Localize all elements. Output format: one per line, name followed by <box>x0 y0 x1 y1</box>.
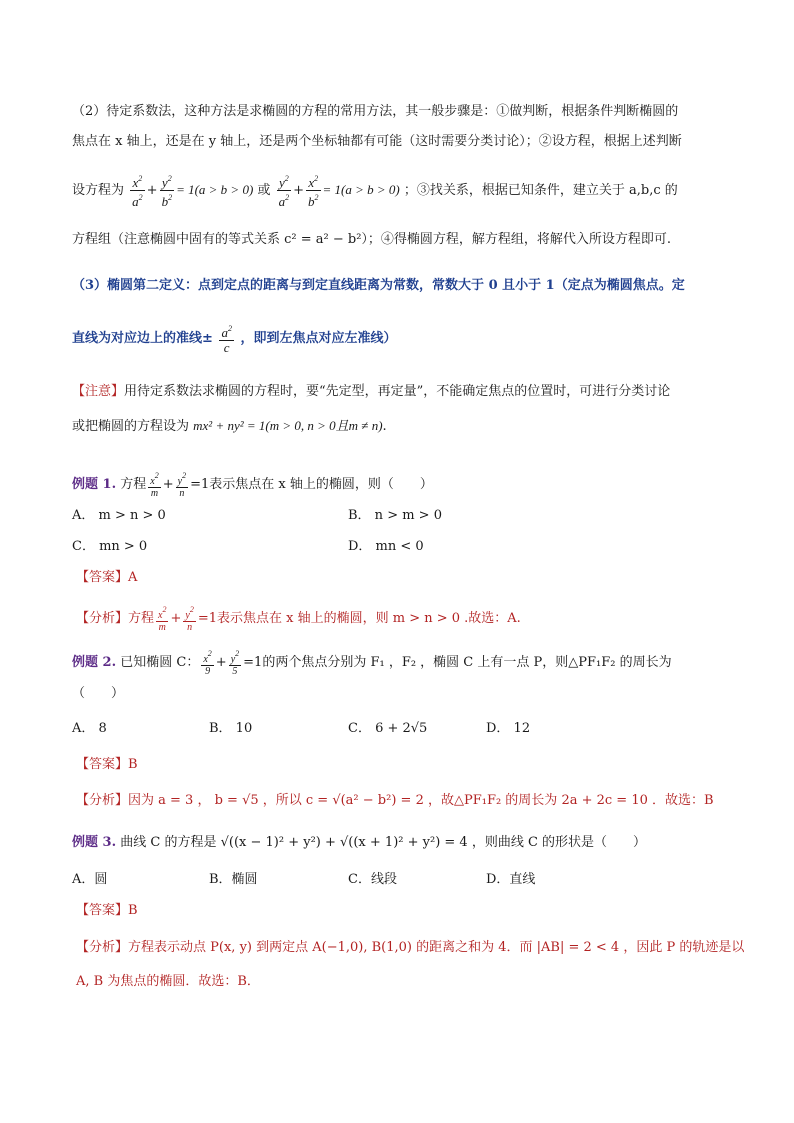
fraction-y2-n: $\frac{y^2}{n}$ <box>177 471 187 499</box>
example-2-answer <box>76 755 138 775</box>
example-3-option-d: D．直线 <box>486 872 536 887</box>
example-3-option-a: A．圆 <box>72 872 108 887</box>
text-left-focus: ，即到左焦点对应左准线） <box>240 331 397 346</box>
text-find-relation: ；③找关系，根据已知条件，建立关于 a,b,c 的 <box>403 183 678 198</box>
note-equation: mx² + ny² = 1(m > 0, n > 0且m ≠ n) <box>193 418 383 433</box>
example-2-text-b: =1的两个焦点分别为 F₁ ，F₂ ，椭圆 C 上有一点 P，则△PF₁F₂ 的周长为 <box>243 655 672 670</box>
fraction-x2-b2: $\frac{x^2}{b^2}$ <box>308 174 319 209</box>
analysis-tag: 【分析】 <box>76 940 129 955</box>
text-directrix: 直线为对应边上的准线± <box>72 331 213 346</box>
method-2-line-4: 方程组（注意椭圆中固有的等式关系 c² = a² − b²）；④得椭圆方程，解方程组，将解代入所设方程即可. <box>72 232 672 247</box>
answer-tag: 【答案】 <box>76 757 129 772</box>
method-2-line-1: （2）待定系数法，这种方法是求椭圆的方程的常用方法，其一般步骤是：①做判断，根据条件判断椭圆的 <box>72 104 679 119</box>
example-3-analysis-line-1 <box>76 938 744 958</box>
example-3-text: 曲线 C 的方程是 √((x − 1)² + y²) + √((x + 1)² + y²) = 4 ，则曲线 C 的形状是（ ） <box>120 835 647 850</box>
answer-value: A <box>128 570 138 585</box>
answer-value: B <box>128 903 138 918</box>
example-3-answer <box>76 901 138 921</box>
fraction-y2-n-analysis: $\frac{y^2}{n}$ <box>185 605 194 633</box>
example-2-text-a: 已知椭圆 C： <box>120 655 200 670</box>
note-tag: 【注意】 <box>72 384 125 399</box>
example-1-option-b: B． n > m > 0 <box>348 508 442 523</box>
note-text-2: 或把椭圆的方程设为 <box>72 419 194 434</box>
example-1-question: 例题 1. 方程 $\frac{x^2}{m}$ + $\frac{y^2}{n}$ =1表示焦点在 x 轴上的椭圆，则（ ） <box>72 471 433 499</box>
note-period: . <box>382 419 387 434</box>
example-3-option-c: C．线段 <box>348 872 397 887</box>
example-2-option-b: B． 10 <box>209 721 253 736</box>
answer-tag: 【答案】 <box>76 903 129 918</box>
note-line-2 <box>72 416 387 437</box>
analysis-text-b: =1表示焦点在 x 轴上的椭圆，则 m > n > 0 .故选：A. <box>197 611 521 626</box>
example-1-option-a: A． m > n > 0 <box>72 508 166 523</box>
example-1-text-b: =1表示焦点在 x 轴上的椭圆，则（ ） <box>190 477 433 492</box>
example-3-title: 例题 3. <box>72 835 117 850</box>
example-1-analysis: 【分析】方程 $\frac{x^2}{m}$ + $\frac{y^2}{n}$ =1表示焦点在 x 轴上的椭圆，则 m > n > 0 .故选：A. <box>76 605 521 633</box>
example-3-analysis-line-2: A, B 为焦点的椭圆．故选：B． <box>76 974 260 989</box>
second-definition-line-2 <box>72 322 396 355</box>
example-2-option-c: C． 6 + 2√5 <box>348 721 428 736</box>
method-2-line-3: 设方程为 $\frac{x^2}{a^2}$ + $\frac{y^2}{b^2}$ = 1(a > b > 0) 或 $\frac{y^2}{a^2}$ + $\frac{x^2}{b^2}$ = 1(a > b > 0) ；③找关系，根据已知条件，建立关于 a,b,c 的 <box>72 174 678 209</box>
example-2-option-a: A． 8 <box>72 721 107 736</box>
equation-condition-2: = 1(a > b > 0) <box>322 182 400 197</box>
fraction-x2-m: $\frac{x^2}{m}$ <box>150 471 159 499</box>
example-1-option-d: D． mn < 0 <box>348 539 424 554</box>
analysis-text-a: 方程 <box>128 611 155 626</box>
analysis-text-1: 方程表示动点 P(x, y) 到两定点 A(−1,0), B(1,0) 的距离之和为 4．而 |AB| = 2 < 4 ，因此 P 的轨迹是以 <box>128 940 745 955</box>
fraction-y2-b2: $\frac{y^2}{b^2}$ <box>161 174 173 209</box>
second-definition-line-1: （3）椭圆第二定义：点到定点的距离与到定直线距离为常数，常数大于 0 且小于 1（定点为椭圆焦点。定 <box>72 278 685 293</box>
analysis-text: 因为 a = 3 ， b = √5 ，所以 c = √(a² − b²) = 2 ，故△PF₁F₂ 的周长为 2a + 2c = 10 ．故选：B <box>128 793 714 808</box>
note-text-1: 用待定系数法求椭圆的方程时，要“先定型，再定量”，不能确定焦点的位置时，可进行分类讨论 <box>124 384 671 399</box>
example-3-question <box>72 833 646 853</box>
example-2-title: 例题 2. <box>72 655 117 670</box>
fraction-x2-m-analysis: $\frac{x^2}{m}$ <box>158 605 167 633</box>
fraction-y2-5: $\frac{y^2}{5}$ <box>230 649 240 677</box>
fraction-a2-c: $\frac{a^2}{c}$ <box>221 324 232 355</box>
example-2-analysis <box>76 791 714 811</box>
equation-condition-1: = 1(a > b > 0) <box>176 182 254 197</box>
example-1-option-c: C． mn > 0 <box>72 539 148 554</box>
example-1-title: 例题 1. <box>72 477 117 492</box>
method-2-line-2: 焦点在 x 轴上，还是在 y 轴上，还是两个坐标轴都有可能（这时需要分类讨论）；②设方程，根据上述判断 <box>72 134 682 149</box>
example-3-option-b: B．椭圆 <box>209 872 258 887</box>
example-1-answer <box>76 568 137 588</box>
fraction-x2-a2: $\frac{x^2}{a^2}$ <box>132 174 143 209</box>
text-set-equation: 设方程为 <box>72 183 125 198</box>
answer-value: B <box>128 757 138 772</box>
analysis-tag: 【分析】 <box>76 611 129 626</box>
example-2-question-end: （ ） <box>72 686 125 701</box>
example-2-option-d: D． 12 <box>486 721 531 736</box>
example-2-question: 例题 2. 已知椭圆 C： $\frac{x^2}{9}$ + $\frac{y^2}{5}$ =1的两个焦点分别为 F₁ ，F₂ ，椭圆 C 上有一点 P，则△PF₁F₂ 的周长为 <box>72 649 672 677</box>
text-or: 或 <box>257 183 271 198</box>
fraction-x2-9: $\frac{x^2}{9}$ <box>203 649 212 677</box>
example-1-text-a: 方程 <box>120 477 147 492</box>
analysis-tag: 【分析】 <box>76 793 129 808</box>
fraction-y2-a2: $\frac{y^2}{a^2}$ <box>278 174 290 209</box>
answer-tag: 【答案】 <box>76 570 129 585</box>
note-line-1 <box>72 382 670 402</box>
